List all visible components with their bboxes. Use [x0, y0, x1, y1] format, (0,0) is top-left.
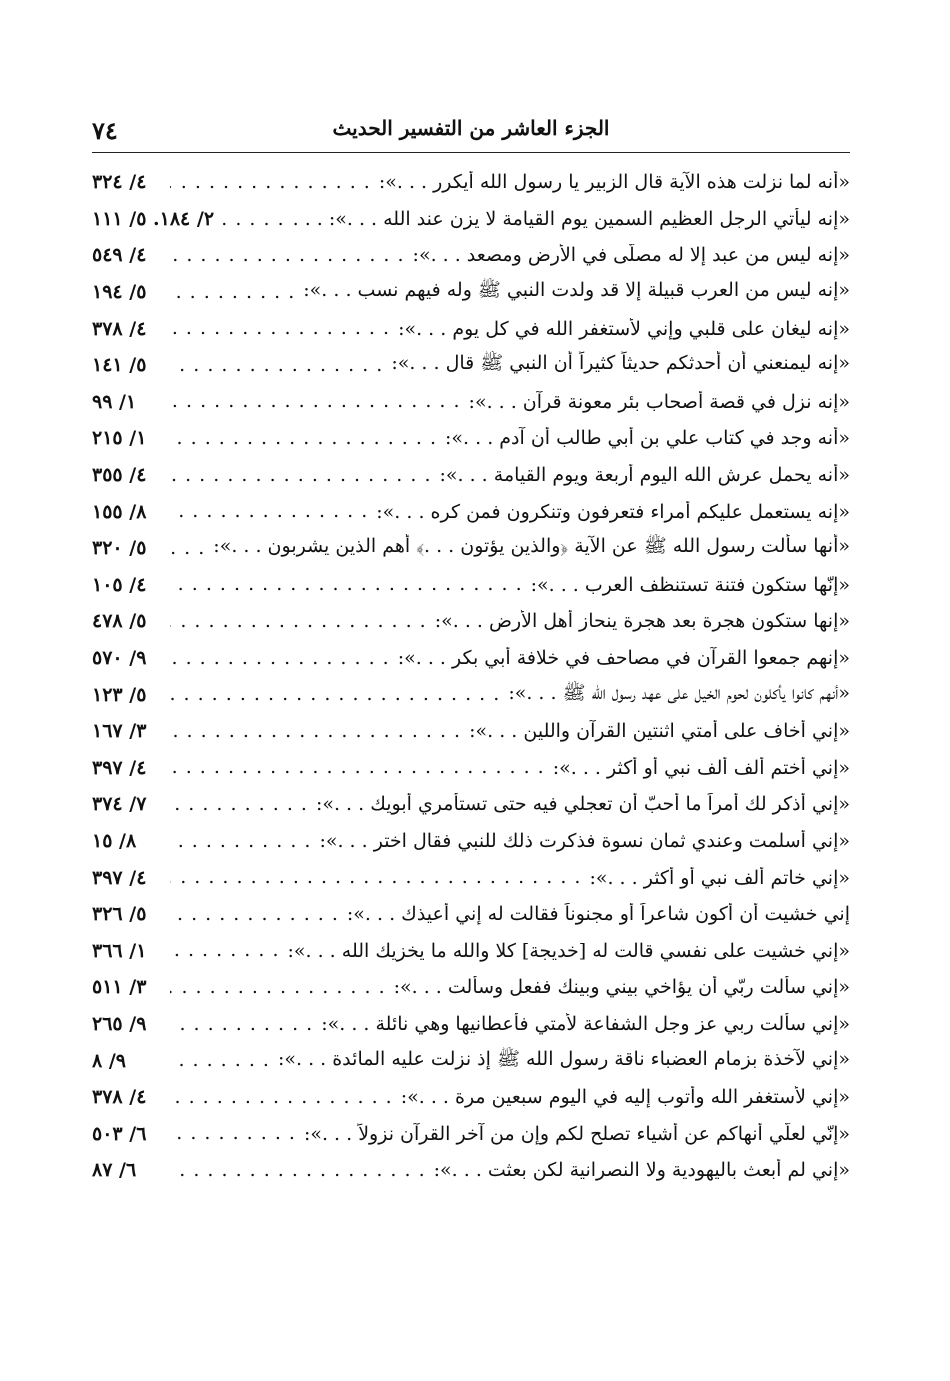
- entry-reference: ١/ ٢١٥: [92, 427, 147, 450]
- entry-reference: ٤/ ٥٤٩: [92, 244, 147, 267]
- dot-leader: [170, 1051, 270, 1070]
- index-entry: [92, 713, 850, 750]
- entry-text: «إنها ستكون هجرة بعد هجرة ينحاز أهل الأرض . . .»:: [434, 610, 850, 633]
- entry-text: «أنه لما نزلت هذه الآية قال الزبير يا رسول الله أيكرر . . .»:: [378, 171, 850, 194]
- entry-text: «إني خشيت على نفسي قالت له [خديجة] كلا والله ما يخزيك الله . . .»:: [287, 939, 850, 962]
- index-entry: [92, 603, 850, 640]
- dot-leader: [170, 1124, 296, 1143]
- entry-text: «أنه وجد في كتاب علي بن أبي طالب أن آدم . . .»:: [445, 427, 850, 450]
- entry-text: «إني لآخذة بزمام العضباء ناقة رسول الله ﷺ إذ نزلت عليه المائدة . . .»:: [277, 1047, 850, 1070]
- index-entry: [92, 347, 850, 384]
- entry-reference: ٤/ ٣٧٨: [92, 1086, 147, 1109]
- index-entry: [92, 1079, 850, 1116]
- entry-reference: ٤/ ٣٩٧: [92, 866, 147, 889]
- running-title: الجزء العاشر من التفسير الحديث: [332, 116, 610, 140]
- entry-reference: ٨/ ١٥٥: [92, 500, 147, 523]
- entry-reference: ٤/ ٣٩٧: [92, 756, 147, 779]
- entry-text: «إني سألت ربي عز وجل الشفاعة لأمتي فأعطانيها وهي نائلة . . .»:: [321, 1012, 850, 1035]
- dot-leader: [170, 356, 383, 375]
- index-entry: [92, 420, 850, 457]
- dot-leader: [170, 795, 308, 814]
- entry-text: «إنه ليس من عبد إلا له مصلّى في الأرض ومصعد . . .»:: [412, 244, 850, 267]
- dot-leader: [170, 246, 405, 265]
- entry-text: «إنّي لعلّي أنهاكم عن أشياء تصلح لكم وإن من آخر القرآن نزولاً . . .»:: [303, 1122, 850, 1145]
- page-header: [92, 108, 850, 153]
- entry-reference: ٥/ ١٤١: [92, 354, 147, 377]
- dot-leader: [170, 539, 205, 558]
- index-entry: [92, 310, 850, 347]
- entry-reference: ٥/ ٣٢٦: [92, 903, 147, 926]
- index-entry: [92, 493, 850, 530]
- index-entry: [92, 201, 850, 238]
- entry-reference: ٥/ ١٩٤: [92, 281, 147, 304]
- entry-text: «إنه ليأتي الرجل العظيم السمين يوم القيامة لا يزن عند الله . . .»: . . .: [292, 207, 850, 230]
- dot-leader: [170, 758, 545, 777]
- dot-leader: [170, 429, 437, 448]
- dot-leader: [170, 868, 581, 887]
- dot-leader: [170, 905, 339, 924]
- index-entry: [92, 164, 850, 201]
- index-entry: [92, 823, 850, 860]
- dot-leader: [170, 978, 386, 997]
- entry-text: «إنه نزل في قصة أصحاب بئر معونة قرآن . . .»:: [468, 390, 850, 413]
- entry-reference: ٤/ ٣٥٥: [92, 464, 147, 487]
- dot-leader: [170, 831, 311, 850]
- dot-leader: [170, 941, 280, 960]
- entry-text: «إنه يستعمل عليكم أمراء فتعرفون وتنكرون فمن كره . . .»:: [376, 500, 850, 523]
- entry-text: «إني أسلمت وعندي ثمان نسوة فذكرت ذلك للنبي فقال اختر . . .»:: [319, 829, 850, 852]
- entry-reference: ٢/ ١٨٤. ٥/ ١١١: [92, 207, 215, 230]
- index-entry: [92, 859, 850, 896]
- index-entry: [92, 457, 850, 494]
- dot-leader: [170, 685, 500, 704]
- dot-leader: [170, 1088, 393, 1107]
- entry-text: «إني أذكر لك أمراً ما أحبّ أن تعجلي فيه حتى تستأمري أبويك . . .»:: [315, 793, 850, 816]
- entry-reference: ٥/ ١٢٣: [92, 683, 147, 706]
- dot-leader: [170, 575, 523, 594]
- dot-leader: [170, 502, 368, 521]
- dot-leader: [170, 319, 390, 338]
- entry-reference: ٨/ ١٥: [92, 829, 137, 852]
- entry-reference: ٣/ ٥١١: [92, 976, 147, 999]
- entry-text: «إني أخاف على أمتي اثنتين القرآن واللين . . .»:: [469, 720, 850, 743]
- entry-reference: ١/ ٩٩: [92, 390, 137, 413]
- entry-text: «أنه يحمل عرش الله اليوم أربعة ويوم القيامة . . .»:: [439, 464, 850, 487]
- entry-reference: ٩/ ٥٧٠: [92, 647, 147, 670]
- index-entry: [92, 567, 850, 604]
- index-entry: [92, 932, 850, 969]
- index-entry: [92, 896, 850, 933]
- entry-reference: ٥/ ٤٧٨: [92, 610, 147, 633]
- entry-reference: ٥/ ٣٢٠: [92, 537, 147, 560]
- page-number: ٧٤: [92, 116, 118, 145]
- dot-leader: [170, 466, 432, 485]
- entry-reference: ٤/ ١٠٥: [92, 573, 147, 596]
- entry-text: «أنهم كانوا يأكلون لحوم الخيل على عهد رسول الله ﷺ . . .»:: [508, 681, 850, 704]
- entry-reference: ٩/ ٢٦٥: [92, 1012, 147, 1035]
- dot-leader: [170, 649, 390, 668]
- entry-text: «أنها سألت رسول الله ﷺ عن الآية ﴿والذين يؤتون . . .﴾ أهم الذين يشربون . . .»:: [213, 535, 850, 558]
- dot-leader: [170, 612, 427, 631]
- entry-reference: ٧/ ٣٧٤: [92, 793, 147, 816]
- index-entry: [92, 786, 850, 823]
- index-entries: [92, 164, 850, 1189]
- dot-leader: [170, 173, 371, 192]
- entry-text: «إني لم أبعث باليهودية ولا النصرانية لكن بعثت . . .»:: [433, 1159, 850, 1182]
- index-entry: [92, 274, 850, 311]
- entry-text: «إنهم جمعوا القرآن في مصاحف في خلافة أبي بكر . . .»:: [397, 647, 850, 670]
- index-entry: [92, 530, 850, 567]
- dot-leader: [170, 283, 295, 302]
- index-entry: [92, 1042, 850, 1079]
- entry-reference: ٩/ ٨: [92, 1049, 126, 1072]
- index-entry: [92, 969, 850, 1006]
- entry-text: «إني خاتم ألف نبي أو أكثر . . .»:: [589, 866, 850, 889]
- entry-reference: ١/ ٣٦٦: [92, 939, 147, 962]
- entry-reference: ٦/ ٨٧: [92, 1159, 137, 1182]
- dot-leader: [170, 1014, 313, 1033]
- entry-text: «إنه ليمنعني أن أحدثكم حديثاً كثيراً أن النبي ﷺ قال . . .»:: [391, 352, 850, 375]
- entry-text: «إني لأستغفر الله وأتوب إليه في اليوم سبعين مرة . . .»:: [400, 1086, 850, 1109]
- dot-leader: [222, 209, 285, 228]
- entry-text: «إني سألت ربّي أن يؤاخي بيني وبينك ففعل وسألت . . .»:: [393, 976, 850, 999]
- dot-leader: [170, 1161, 426, 1180]
- index-entry: [92, 640, 850, 677]
- entry-text: «إنه ليغان على قلبي وإني لأستغفر الله في كل يوم . . .»:: [398, 317, 850, 340]
- dot-leader: [170, 392, 461, 411]
- index-entry: [92, 1115, 850, 1152]
- entry-reference: ٦/ ٥٠٣: [92, 1122, 147, 1145]
- index-entry: [92, 750, 850, 787]
- entry-text: «إني أختم ألف ألف نبي أو أكثر . . .»:: [552, 756, 850, 779]
- index-entry: [92, 676, 850, 713]
- entry-reference: ٤/ ٣٧٨: [92, 317, 147, 340]
- dot-leader: [170, 722, 461, 741]
- entry-text: إني خشيت أن أكون شاعراً أو مجنوناً فقالت له إني أعيذك . . .»:: [346, 903, 850, 926]
- entry-text: «إنّها ستكون فتنة تستنظف العرب . . .»:: [530, 573, 850, 596]
- index-entry: [92, 1006, 850, 1043]
- index-entry: [92, 1152, 850, 1189]
- index-entry: [92, 384, 850, 421]
- entry-text: «إنه ليس من العرب قبيلة إلا قد ولدت النبي ﷺ وله فيهم نسب . . .»:: [303, 279, 850, 302]
- entry-reference: ٤/ ٣٢٤: [92, 171, 147, 194]
- entry-reference: ٣/ ١٦٧: [92, 720, 147, 743]
- index-entry: [92, 237, 850, 274]
